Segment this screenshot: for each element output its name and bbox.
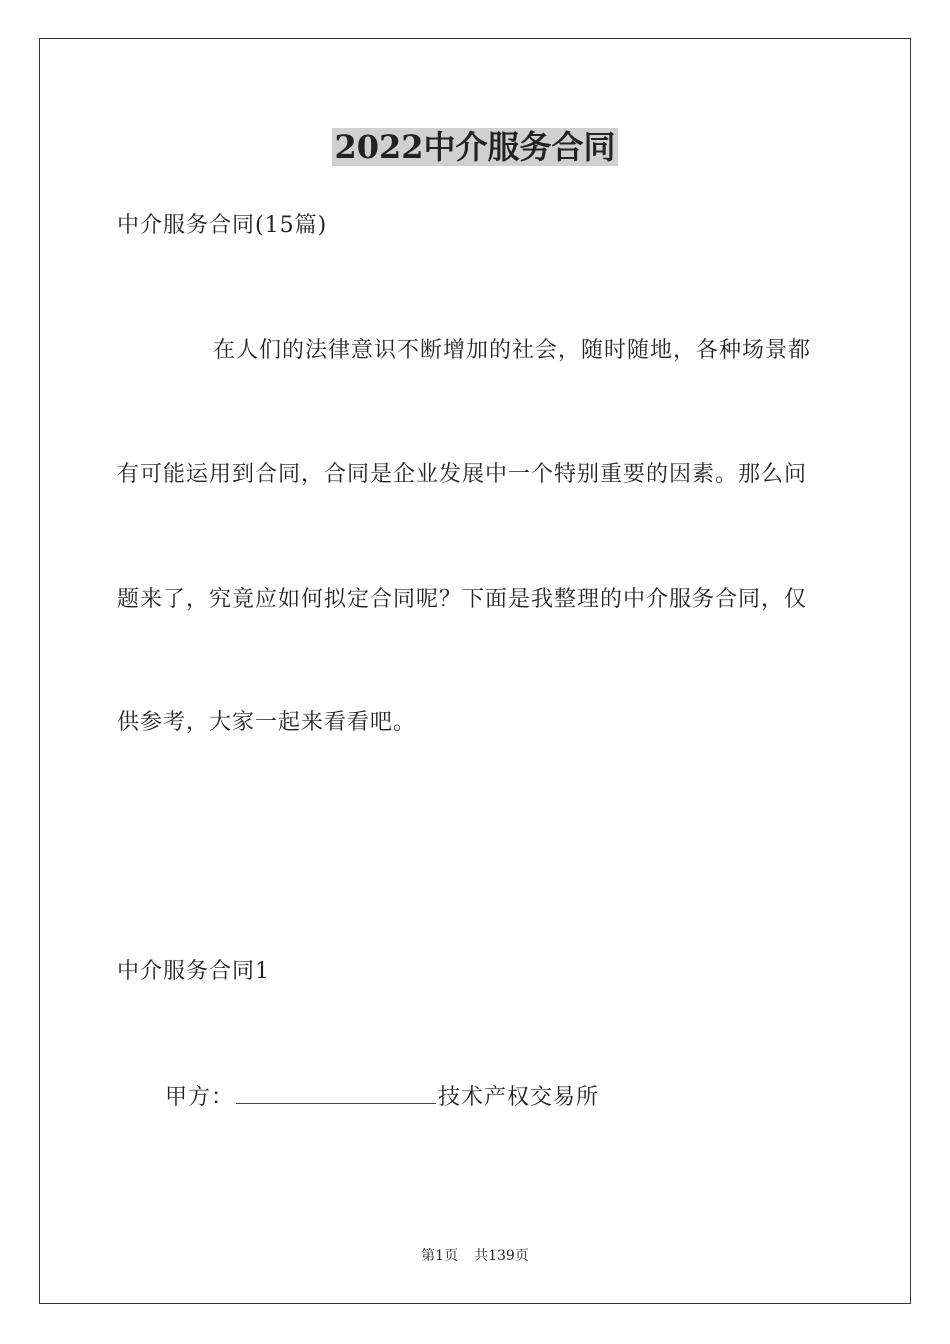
party-a-value: 技术产权交易所 [438,1085,600,1110]
document-subtitle: 中介服务合同(15篇) [117,213,328,238]
document-title-text: 2022中介服务合同 [334,128,616,166]
page-footer [0,1246,950,1266]
party-a-line [165,1081,599,1113]
party-a-label: 甲方： [165,1085,235,1110]
intro-line-3: 题来了，究竟应如何拟定合同呢？下面是我整理的中介服务合同，仅 [117,587,808,612]
intro-line-1: 在人们的法律意识不断增加的社会，随时随地，各种场景都 [213,338,812,363]
page-number: 第1页 [421,1248,459,1264]
document-title [0,126,950,168]
page-total: 共139页 [474,1248,529,1264]
intro-line-4: 供参考，大家一起来看看吧。 [117,710,417,735]
party-a-blank-underline [236,1081,436,1104]
intro-line-2: 有可能运用到合同，合同是企业发展中一个特别重要的因素。那么问 [117,462,808,487]
section-heading: 中介服务合同1 [117,959,270,984]
